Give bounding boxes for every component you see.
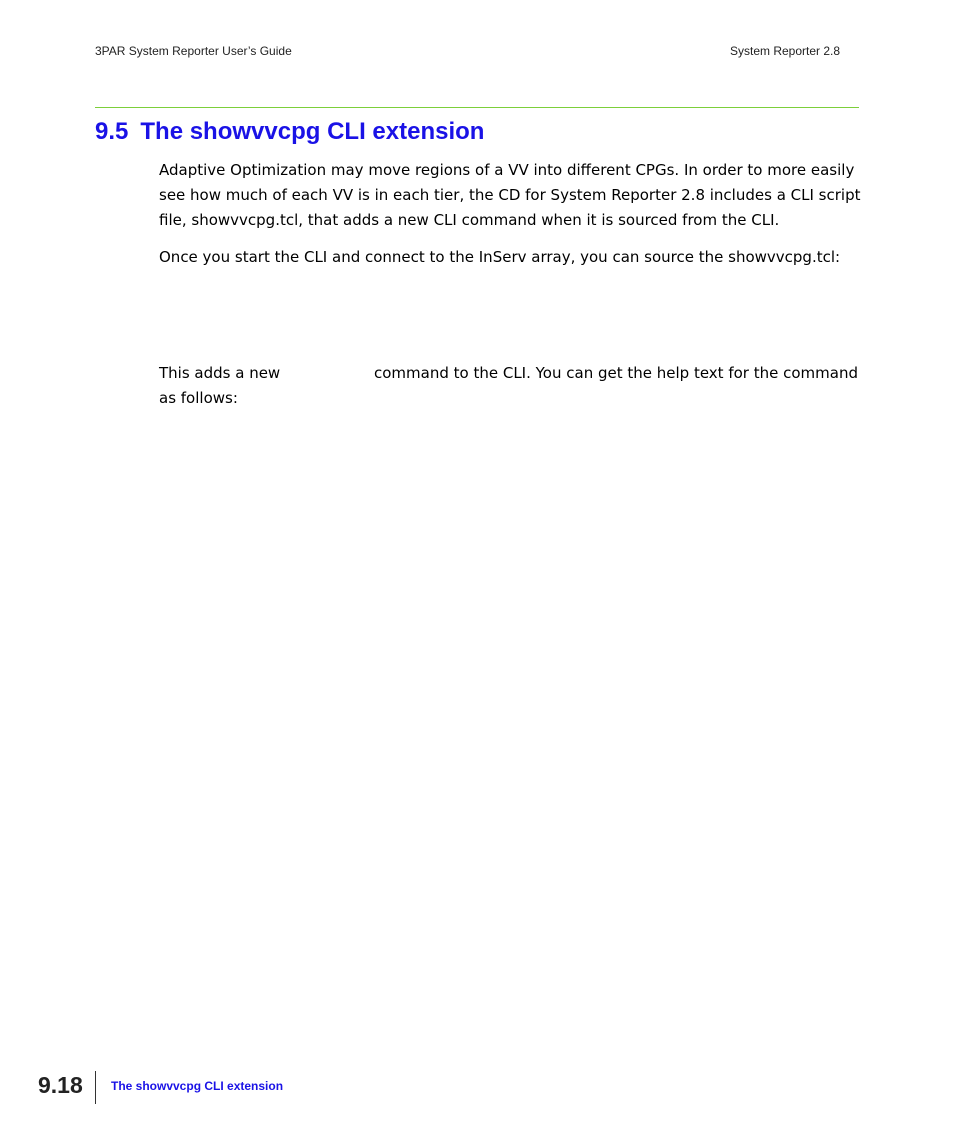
section-title: The showvvcpg CLI extension: [140, 118, 485, 145]
paragraph-lead-text: This adds a new: [159, 364, 281, 382]
paragraph-trail-text: command to the CLI. You can get the help text for the command: [374, 364, 858, 382]
header-rule: [95, 107, 859, 108]
section-heading: [95, 118, 484, 146]
body-paragraph-adds-command: [159, 361, 859, 386]
running-header-version: System Reporter 2.8: [730, 44, 841, 58]
running-header-title: 3PAR System Reporter User’s Guide: [95, 44, 292, 58]
footer-section-title: The showvvcpg CLI extension: [111, 1079, 284, 1093]
section-number: 9.5: [95, 118, 129, 145]
footer-divider: [95, 1071, 96, 1104]
body-paragraph-intro: Adaptive Optimization may move regions of a VV into different CPGs. In order to more easily see how much of each VV is in each tier, the CD for System Reporter 2.8 includes a CLI script file, showvvcpg.tcl, that adds a new CLI command when it is sourced from the CLI.: [159, 161, 861, 229]
body-paragraph-source: Once you start the CLI and connect to the InServ array, you can source the showvvcpg.tcl:: [159, 248, 841, 266]
page-number: 9.18: [38, 1072, 83, 1098]
paragraph-continuation: as follows:: [159, 389, 238, 407]
